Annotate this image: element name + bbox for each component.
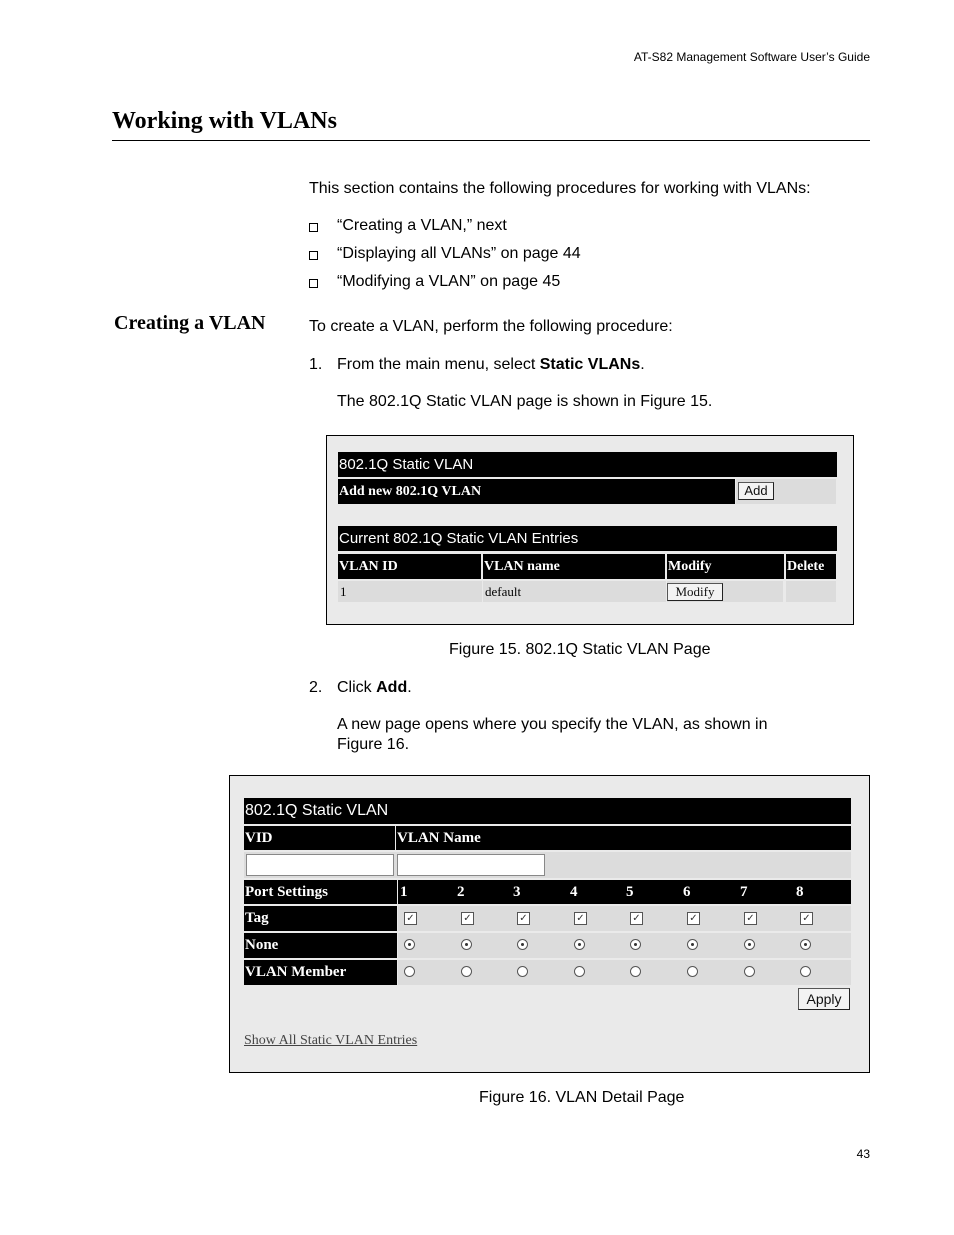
member-radio[interactable] [630,966,641,977]
member-radio[interactable] [744,966,755,977]
vlan-name-label: VLAN Name [396,826,851,850]
intro-text: This section contains the following procedures for working with VLANs: [309,180,811,197]
none-label: None [244,933,397,958]
tag-checkbox[interactable]: ✓ [517,912,530,925]
none-radio[interactable] [574,939,585,950]
member-cell [738,960,795,985]
col-vlan-id: VLAN ID [338,554,481,579]
step-2-note-line2: Figure 16. [337,736,410,753]
tag-cell [398,906,455,931]
figure-16-caption: Figure 16. VLAN Detail Page [479,1089,685,1106]
step-1-note: The 802.1Q Static VLAN page is shown in Figure 15. [337,393,713,410]
vid-label: VID [244,826,395,850]
tag-checkbox[interactable]: ✓ [574,912,587,925]
port-header: 5 [624,880,681,904]
port-header: 7 [738,880,795,904]
none-cell [624,933,681,958]
member-cell [398,960,455,985]
none-cell [794,933,851,958]
bullet-icon [309,251,318,260]
none-cell [398,933,455,958]
add-vlan-label: Add new 802.1Q VLAN [338,479,735,504]
section-title: Working with VLANs [112,108,337,134]
add-button[interactable]: Add [738,482,774,500]
port-header: 3 [511,880,568,904]
none-cell [738,933,795,958]
member-radio[interactable] [687,966,698,977]
add-cell [736,479,836,504]
port-header: 2 [455,880,512,904]
bullet-icon [309,279,318,288]
port-settings-label: Port Settings [244,880,397,904]
show-all-entries-link[interactable]: Show All Static VLAN Entries [244,1033,418,1048]
none-cell [455,933,512,958]
none-radio[interactable] [687,939,698,950]
member-cell [681,960,738,985]
figure-15-caption: Figure 15. 802.1Q Static VLAN Page [449,641,711,658]
tag-label: Tag [244,906,397,931]
tag-checkbox[interactable]: ✓ [744,912,757,925]
tag-cell [738,906,795,931]
port-header: 6 [681,880,738,904]
none-cell [511,933,568,958]
tag-checkbox[interactable]: ✓ [461,912,474,925]
tag-cell [511,906,568,931]
member-radio[interactable] [517,966,528,977]
entries-title-bar: Current 802.1Q Static VLAN Entries [338,526,837,551]
member-cell [568,960,625,985]
figure-16-screenshot [229,775,870,1073]
figure-15-screenshot [326,435,854,625]
none-radio[interactable] [800,939,811,950]
member-radio[interactable] [404,966,415,977]
member-radio[interactable] [800,966,811,977]
tag-cell [624,906,681,931]
col-modify: Modify [667,554,784,579]
tag-cell [794,906,851,931]
apply-button[interactable]: Apply [798,988,850,1010]
none-radio[interactable] [630,939,641,950]
tag-checkbox[interactable]: ✓ [404,912,417,925]
vlan-member-label: VLAN Member [244,960,397,985]
side-heading: Creating a VLAN [114,312,266,334]
member-cell [455,960,512,985]
step-2-number: 2. [309,679,323,696]
col-vlan-name: VLAN name [483,554,665,579]
cell-vlan-id: 1 [338,581,482,602]
port-header: 4 [568,880,625,904]
port-header: 8 [794,880,851,904]
member-cell [624,960,681,985]
tag-cell [568,906,625,931]
step-2-note-line1: A new page opens where you specify the VLAN, as shown in [337,716,768,733]
tag-cell [455,906,512,931]
none-radio[interactable] [404,939,415,950]
cell-modify [667,581,783,602]
tag-checkbox[interactable]: ✓ [630,912,643,925]
none-radio[interactable] [461,939,472,950]
cell-vlan-name: default [483,581,666,602]
none-cell [681,933,738,958]
member-cell [794,960,851,985]
create-intro: To create a VLAN, perform the following procedure: [309,318,673,335]
page-number: 43 [856,1147,870,1161]
step-1-text: From the main menu, select Static VLANs. [337,356,645,373]
running-header: AT-S82 Management Software User’s Guide [633,50,870,64]
none-radio[interactable] [744,939,755,950]
member-cell [511,960,568,985]
none-radio[interactable] [517,939,528,950]
fig15-title-bar: 802.1Q Static VLAN [338,452,837,477]
tag-checkbox[interactable]: ✓ [687,912,700,925]
none-cell [568,933,625,958]
col-delete: Delete [786,554,836,579]
port-header: 1 [398,880,455,904]
tag-cell [681,906,738,931]
member-radio[interactable] [574,966,585,977]
vid-input[interactable] [246,854,394,876]
title-rule [112,140,870,141]
bullet-icon [309,223,318,232]
member-radio[interactable] [461,966,472,977]
modify-button[interactable]: Modify [667,583,723,601]
vlan-name-input[interactable] [397,854,545,876]
cell-delete [786,581,836,602]
tag-checkbox[interactable]: ✓ [800,912,813,925]
step-2-text: Click Add. [337,679,412,696]
step-1-number: 1. [309,356,323,373]
fig16-title-bar: 802.1Q Static VLAN [244,798,851,824]
